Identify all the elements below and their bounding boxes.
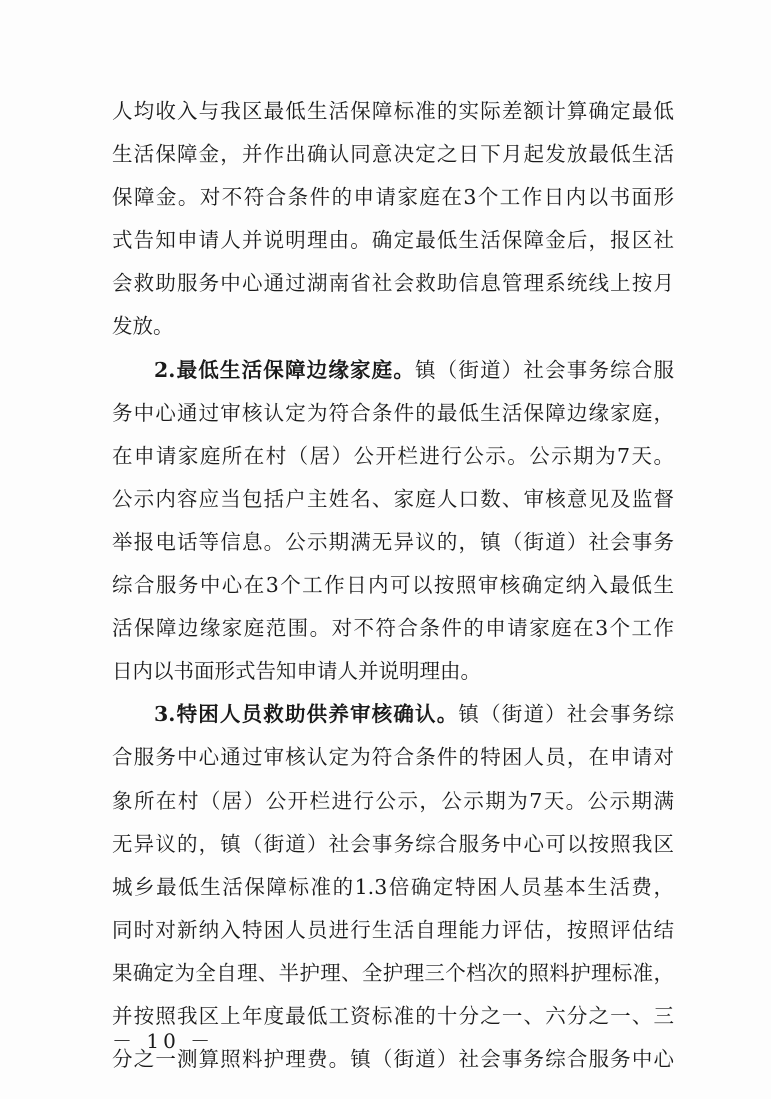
- body-line: 日内以书面形式告知申请人并说明理由。: [112, 659, 481, 684]
- body-line: 无异议的，镇（街道）社会事务综合服务中心可以按照我区: [112, 831, 674, 856]
- body-line: 果确定为全自理、半护理、全护理三个档次的照料护理标准，: [112, 960, 674, 985]
- body-line: 生活保障金，并作出确认同意决定之日下月起发放最低生活: [112, 142, 674, 167]
- section-3-text: 镇（街道）社会事务综: [458, 702, 675, 727]
- body-line: 综合服务中心在3个工作日内可以按照审核确定纳入最低生: [112, 573, 674, 598]
- body-line: 举报电话等信息。公示期满无异议的，镇（街道）社会事务: [112, 529, 674, 554]
- body-line: 发放。: [112, 314, 174, 339]
- body-line: 务中心通过审核认定为符合条件的最低生活保障边缘家庭，: [112, 400, 674, 425]
- body-line: 式告知申请人并说明理由。确定最低生活保障金后，报区社: [112, 228, 674, 253]
- body-line: 城乡最低生活保障标准的1.3倍确定特困人员基本生活费，: [112, 874, 674, 899]
- section-2-first-line: [112, 349, 674, 392]
- body-line: 合服务中心通过审核认定为符合条件的特困人员，在申请对: [112, 745, 674, 770]
- section-2-heading: 2.最低生活保障边缘家庭。: [154, 357, 416, 382]
- body-line: 象所在村（居）公开栏进行公示，公示期为7天。公示期满: [112, 788, 674, 813]
- body-line: 分之一测算照料护理费。镇（街道）社会事务综合服务中心: [112, 1047, 674, 1072]
- body-line: 并按照我区上年度最低工资标准的十分之一、六分之一、三: [112, 1003, 674, 1028]
- body-line: 活保障边缘家庭范围。对不符合条件的申请家庭在3个工作: [112, 616, 674, 641]
- body-line: 在申请家庭所在村（居）公开栏进行公示。公示期为7天。: [112, 443, 674, 468]
- body-line: 会救助服务中心通过湖南省社会救助信息管理系统线上按月: [112, 271, 674, 296]
- body-line: 保障金。对不符合条件的申请家庭在3个工作日内以书面形: [112, 185, 674, 210]
- body-line: 公示内容应当包括户主姓名、家庭人口数、审核意见及监督: [112, 486, 674, 511]
- document-body: [112, 90, 674, 1081]
- page-number: － 10 －: [112, 1029, 215, 1053]
- section-3-heading: 3.特困人员救助供养审核确认。: [154, 702, 459, 727]
- section-2-text: 镇（街道）社会事务综合服: [415, 357, 675, 382]
- body-line: 人均收入与我区最低生活保障标准的实际差额计算确定最低: [112, 99, 674, 123]
- body-line: 同时对新纳入特困人员进行生活自理能力评估，按照评估结: [112, 917, 674, 942]
- section-3-first-line: [112, 693, 674, 736]
